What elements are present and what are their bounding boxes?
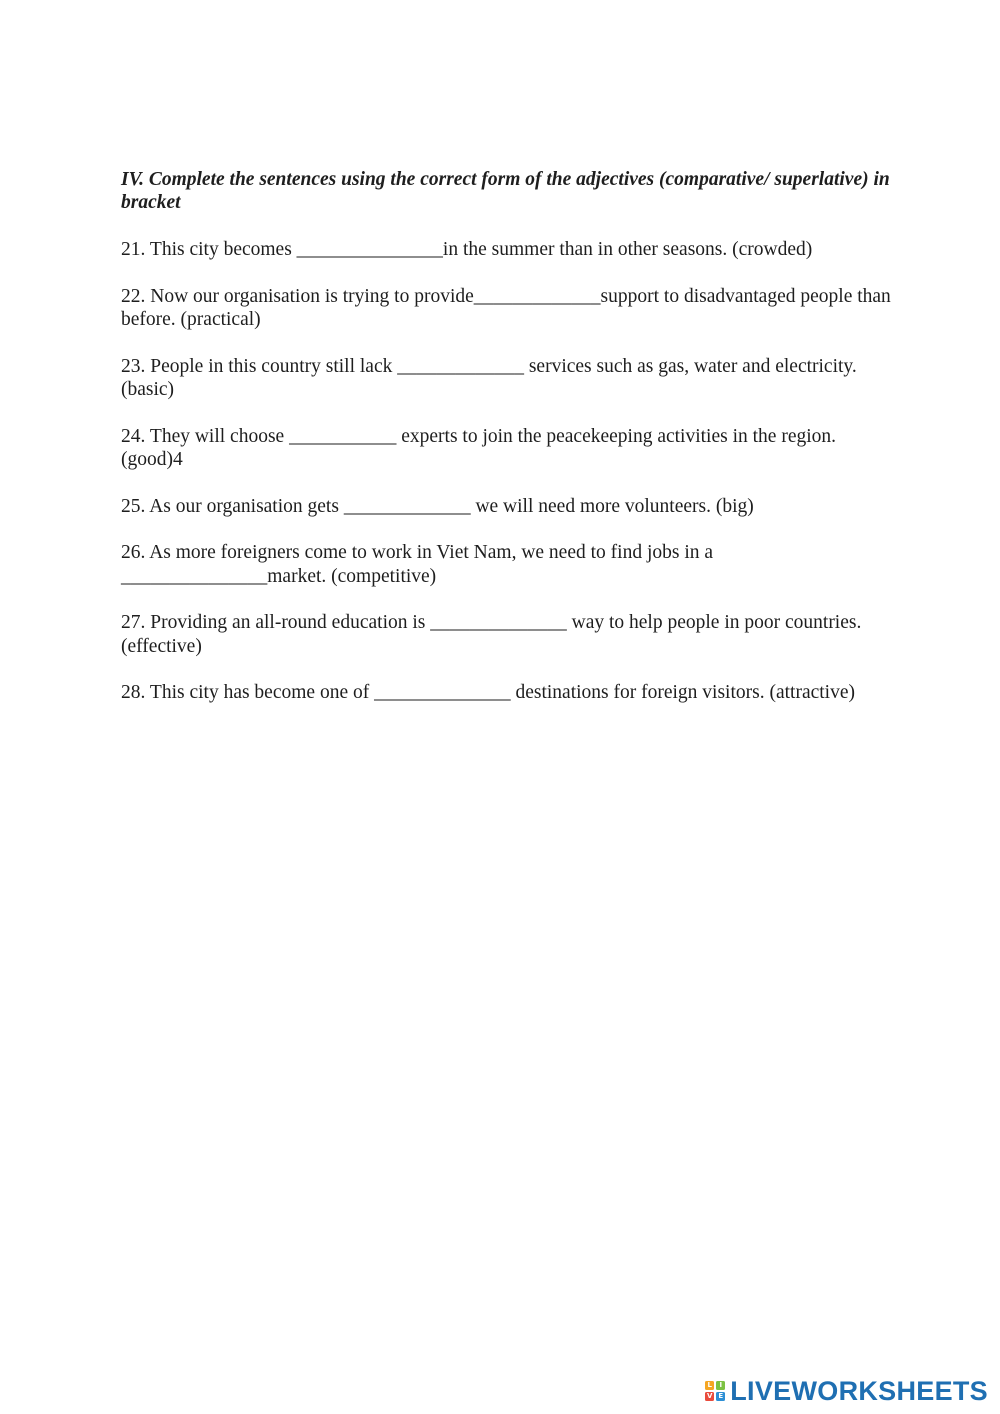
answer-blank-26[interactable]: _______________ [121, 565, 268, 587]
question-25 [121, 495, 891, 519]
question-21 [121, 238, 891, 262]
answer-blank-28[interactable]: ______________ [374, 682, 511, 703]
logo-mark-cell: E [716, 1392, 725, 1401]
question-number: 23. [121, 355, 146, 377]
question-text-before: This city becomes [149, 239, 297, 260]
answer-blank-23[interactable]: _____________ [397, 355, 524, 377]
question-22 [121, 285, 896, 332]
question-28 [121, 681, 891, 705]
question-number: 27. [121, 612, 146, 633]
question-text-before: Providing an all-round education is [150, 612, 431, 633]
question-text-before: Now our organisation is trying to provide [150, 285, 474, 307]
question-text-before: They will choose [149, 425, 290, 447]
question-number: 26. [121, 542, 146, 563]
worksheet-content [121, 168, 896, 728]
question-text-after: experts to join the peacekeeping activities in the region. (good)4 [121, 425, 841, 470]
question-text-after: destinations for foreign visitors. (attractive) [510, 682, 855, 703]
logo-mark-cell: V [707, 1392, 713, 1400]
logo-mark-cell: L [705, 1381, 714, 1390]
logo-text: LIVEWORKSHEETS [730, 1375, 988, 1406]
question-text-after: support to disadvantaged people than before. (practical) [121, 285, 896, 330]
question-26 [121, 541, 891, 588]
logo-mark-cell: I [716, 1381, 725, 1390]
question-text-before: As our organisation gets [149, 495, 344, 517]
question-text-before: People in this country still lack [150, 355, 398, 377]
question-number: 24. [121, 425, 146, 447]
question-text-after: market. (competitive) [267, 565, 437, 587]
question-text-before: As more foreigners come to work in Viet Nam, we need to find jobs in a [149, 542, 718, 563]
answer-blank-25[interactable]: _____________ [343, 495, 471, 517]
question-number: 28. [121, 682, 146, 703]
question-27 [121, 611, 891, 658]
answer-blank-21[interactable]: _______________ [296, 239, 443, 260]
question-text-after: services such as gas, water and electricity. (basic) [121, 355, 862, 400]
answer-blank-27[interactable]: ______________ [430, 612, 567, 633]
question-text-after: we will need more volunteers. (big) [470, 495, 754, 517]
question-text-after: in the summer than in other seasons. (crowded) [442, 239, 813, 260]
answer-blank-22[interactable]: _____________ [473, 285, 601, 307]
question-24 [121, 425, 891, 472]
question-number: 22. [121, 285, 146, 307]
instruction-heading: IV. Complete the sentences using the correct form of the adjectives (comparative/ superlative) in bracket [121, 169, 890, 213]
liveworksheets-logo [705, 1375, 988, 1407]
liveworksheets-logo-icon [705, 1381, 725, 1401]
question-23 [121, 355, 891, 402]
question-number: 25. [121, 495, 146, 517]
question-number: 21. [121, 239, 146, 260]
question-text-after: way to help people in poor countries. (effective) [121, 612, 867, 657]
question-text-before: This city has become one of [149, 682, 375, 703]
answer-blank-24[interactable]: ___________ [289, 425, 397, 447]
